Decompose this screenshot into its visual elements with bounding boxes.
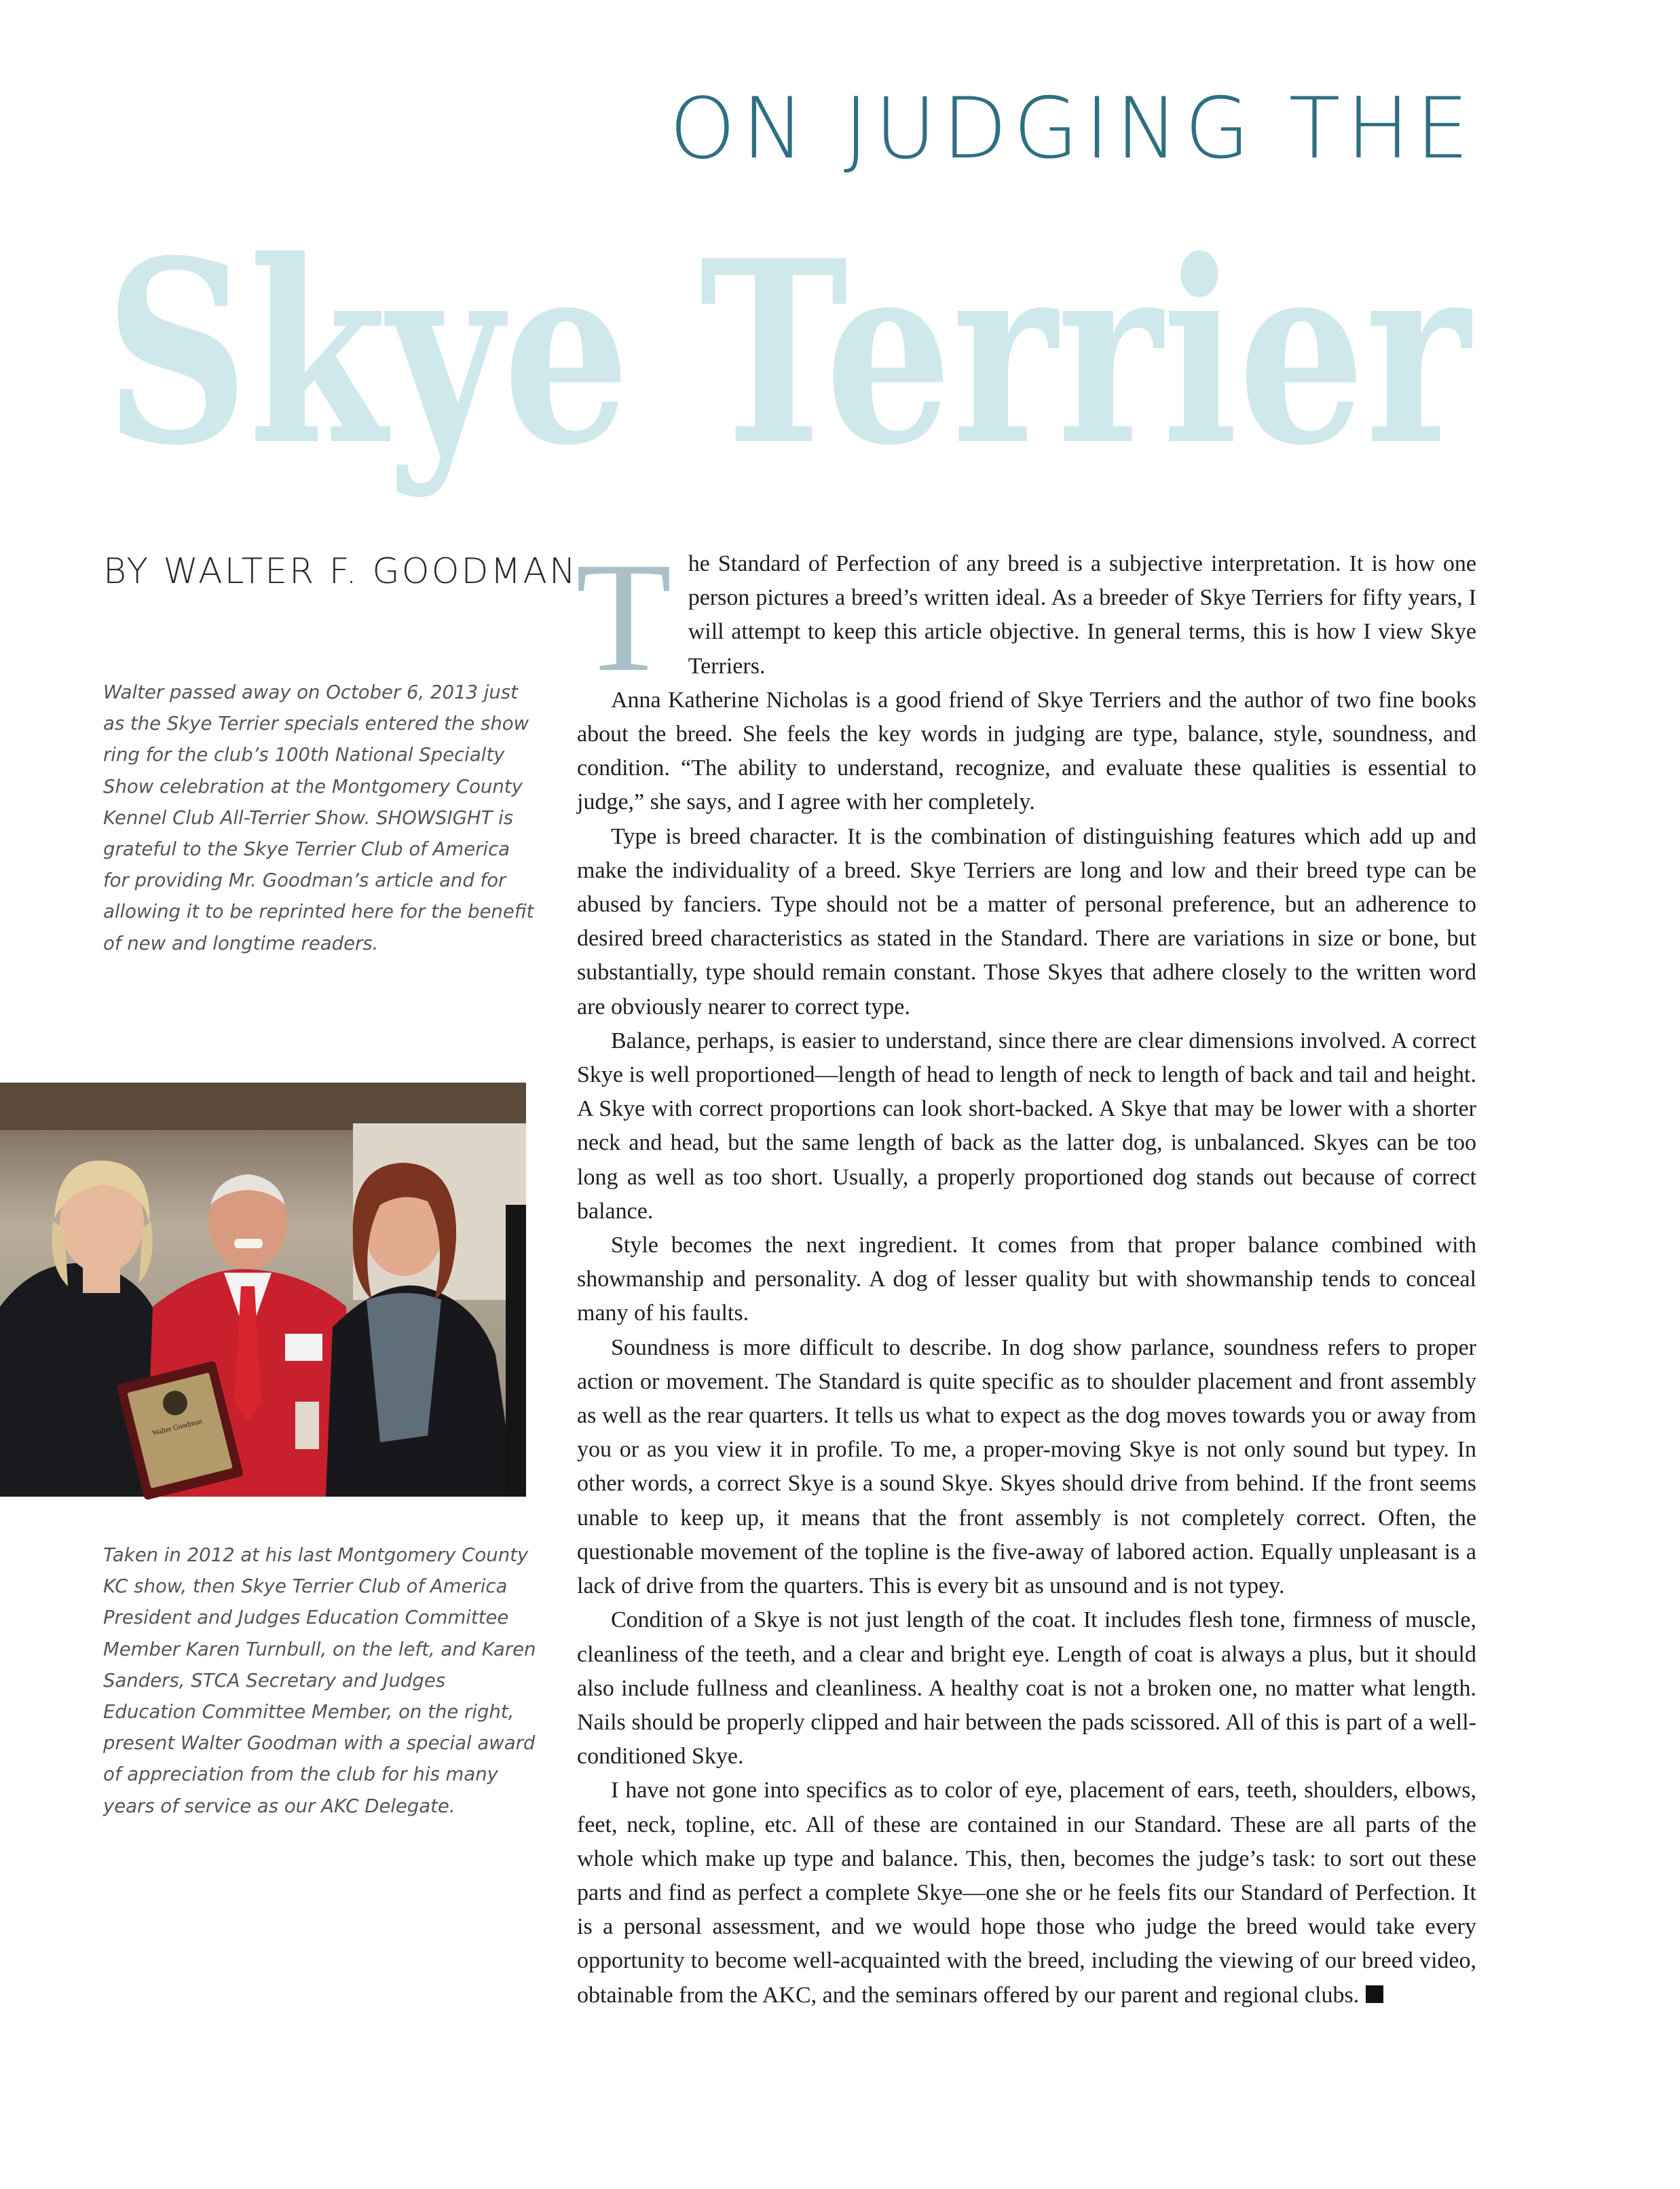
byline: BY WALTER F. GOODMAN — [103, 551, 578, 592]
headline-text: Skye Terrier — [105, 206, 1474, 501]
article-body — [576, 530, 1476, 2013]
drop-cap: T — [576, 530, 672, 705]
headline-title — [105, 198, 1474, 501]
photo-caption: Taken in 2012 at his last Montgomery County KC show, then Skye Terrier Club of America President and Judges Education Committee Member Karen Turnbull, on the left, and Karen Sanders, STCA Secretary and Judges Education Committee Member, on the right, present Walter Goodman with a special award of appreciation from the club for his many years of service as our AKC Delegate. — [103, 1544, 536, 1817]
article-paragraph: Soundness is more difficult to describe. In dog show parlance, soundness refers to proper action or movement. The Standard is quite specific as to shoulder placement and front assembly as well as the rear quarters. It tells us what to expect as the dog moves towards you or away from you or as you view it in profile. To me, a proper-moving Skye is not only sound but typey. In other words, a correct Skye is a sound Skye. Skyes should drive from behind. If the front seems unable to keep up, it means that the front assembly is not completely correct. Often, the questionable movement of the topline is the five-away of labored action. Equally unpleasant is a lack of drive from the quarters. This is every bit as unsound and is not typey. — [577, 1334, 1476, 1599]
article-paragraph: Type is breed character. It is the combination of distinguishing features which add up and make the individuality of a breed. Skye Terriers are long and low and their breed type can be abused by fanciers. Type should not be a matter of personal preference, but an adherence to desired breed characteristics as stated in the Standard. There are variations in size or bone, but substantially, type should remain constant. Those Skyes that adhere closely to the written word are obviously nearer to correct type. — [577, 823, 1476, 1019]
article-paragraph — [576, 530, 1476, 705]
article-paragraph: Style becomes the next ingredient. It comes from that proper balance combined with showmanship and personality. A dog of lesser quality but with showmanship tends to conceal many of his faults. — [577, 1233, 1476, 1326]
article-paragraph: Balance, perhaps, is easier to understand, since there are clear dimensions involved. A correct Skye is well proportioned—length of head to length of neck to length of back and tail and height. A Skye with correct proportions can look short-backed. A Skye that may be lower with a shorter neck and head, but the same length of back as the latter dog, is unbalanced. Skyes can be too long as well as too short. Usually, a properly proportioned dog stands out because of correct balance. — [577, 1028, 1476, 1224]
article-paragraph: Condition of a Skye is not just length of the coat. It includes flesh tone, firmness of muscle, cleanliness of the teeth, and a clear and bright eye. Length of coat is always a plus, but it should also include fullness and cleanliness. A healthy coat is not a broken one, no matter what length. Nails should be properly clipped and hair between the pads scissored. All of this is part of a well-conditioned Skye. — [577, 1607, 1476, 1770]
paragraph-text: he Standard of Perfection of any breed is a subjective interpretation. It is how one person pictures a breed’s written ideal. As a breeder of Skye Terriers for fifty years, I will attempt to keep this article objective. In general terms, this is how I view Skye Terriers. — [688, 551, 1476, 679]
kicker-title: ON JUDGING THE — [669, 80, 1475, 178]
end-mark-icon — [1366, 1985, 1383, 2003]
memorial-note: Walter passed away on October 6, 2013 just as the Skye Terrier specials entered the show ring for the club’s 100th National Specialty Show celebration at the Montgomery County Kennel Club All-Terrier Show. SHOWSIGHT is grateful to the Skye Terrier Club of America for providing Mr. Goodman’s article and for allowing it to be reprinted here for the benefit of new and longtime readers. — [103, 681, 534, 954]
award-photo — [0, 1083, 526, 1497]
plaque-text: Walter Goodman — [151, 1417, 203, 1438]
paragraph-text: I have not gone into specifics as to color of eye, placement of ears, teeth, shoulders, elbows, feet, neck, topline, etc. All of these are contained in our Standard. These are all parts of the whole which make up type and balance. This, then, becomes the judge’s task: to sort out these parts and find as perfect a complete Skye—one she or he feels fits our Standard of Perfection. It is a personal assessment, and we would hope those who judge the breed would take every opportunity to become well-acquainted with the breed, including the viewing of our breed video, obtainable from the AKC, and the seminars offered by our parent and regional clubs. — [577, 1778, 1476, 2008]
article-paragraph: Anna Katherine Nicholas is a good friend of Skye Terriers and the author of two fine books about the breed. She feels the key words in judging are type, balance, style, soundness, and condition. “The ability to understand, recognize, and evaluate these qualities is essential to judge,” she says, and I agree with her completely. — [577, 687, 1476, 815]
article-paragraph — [577, 1774, 1476, 2012]
